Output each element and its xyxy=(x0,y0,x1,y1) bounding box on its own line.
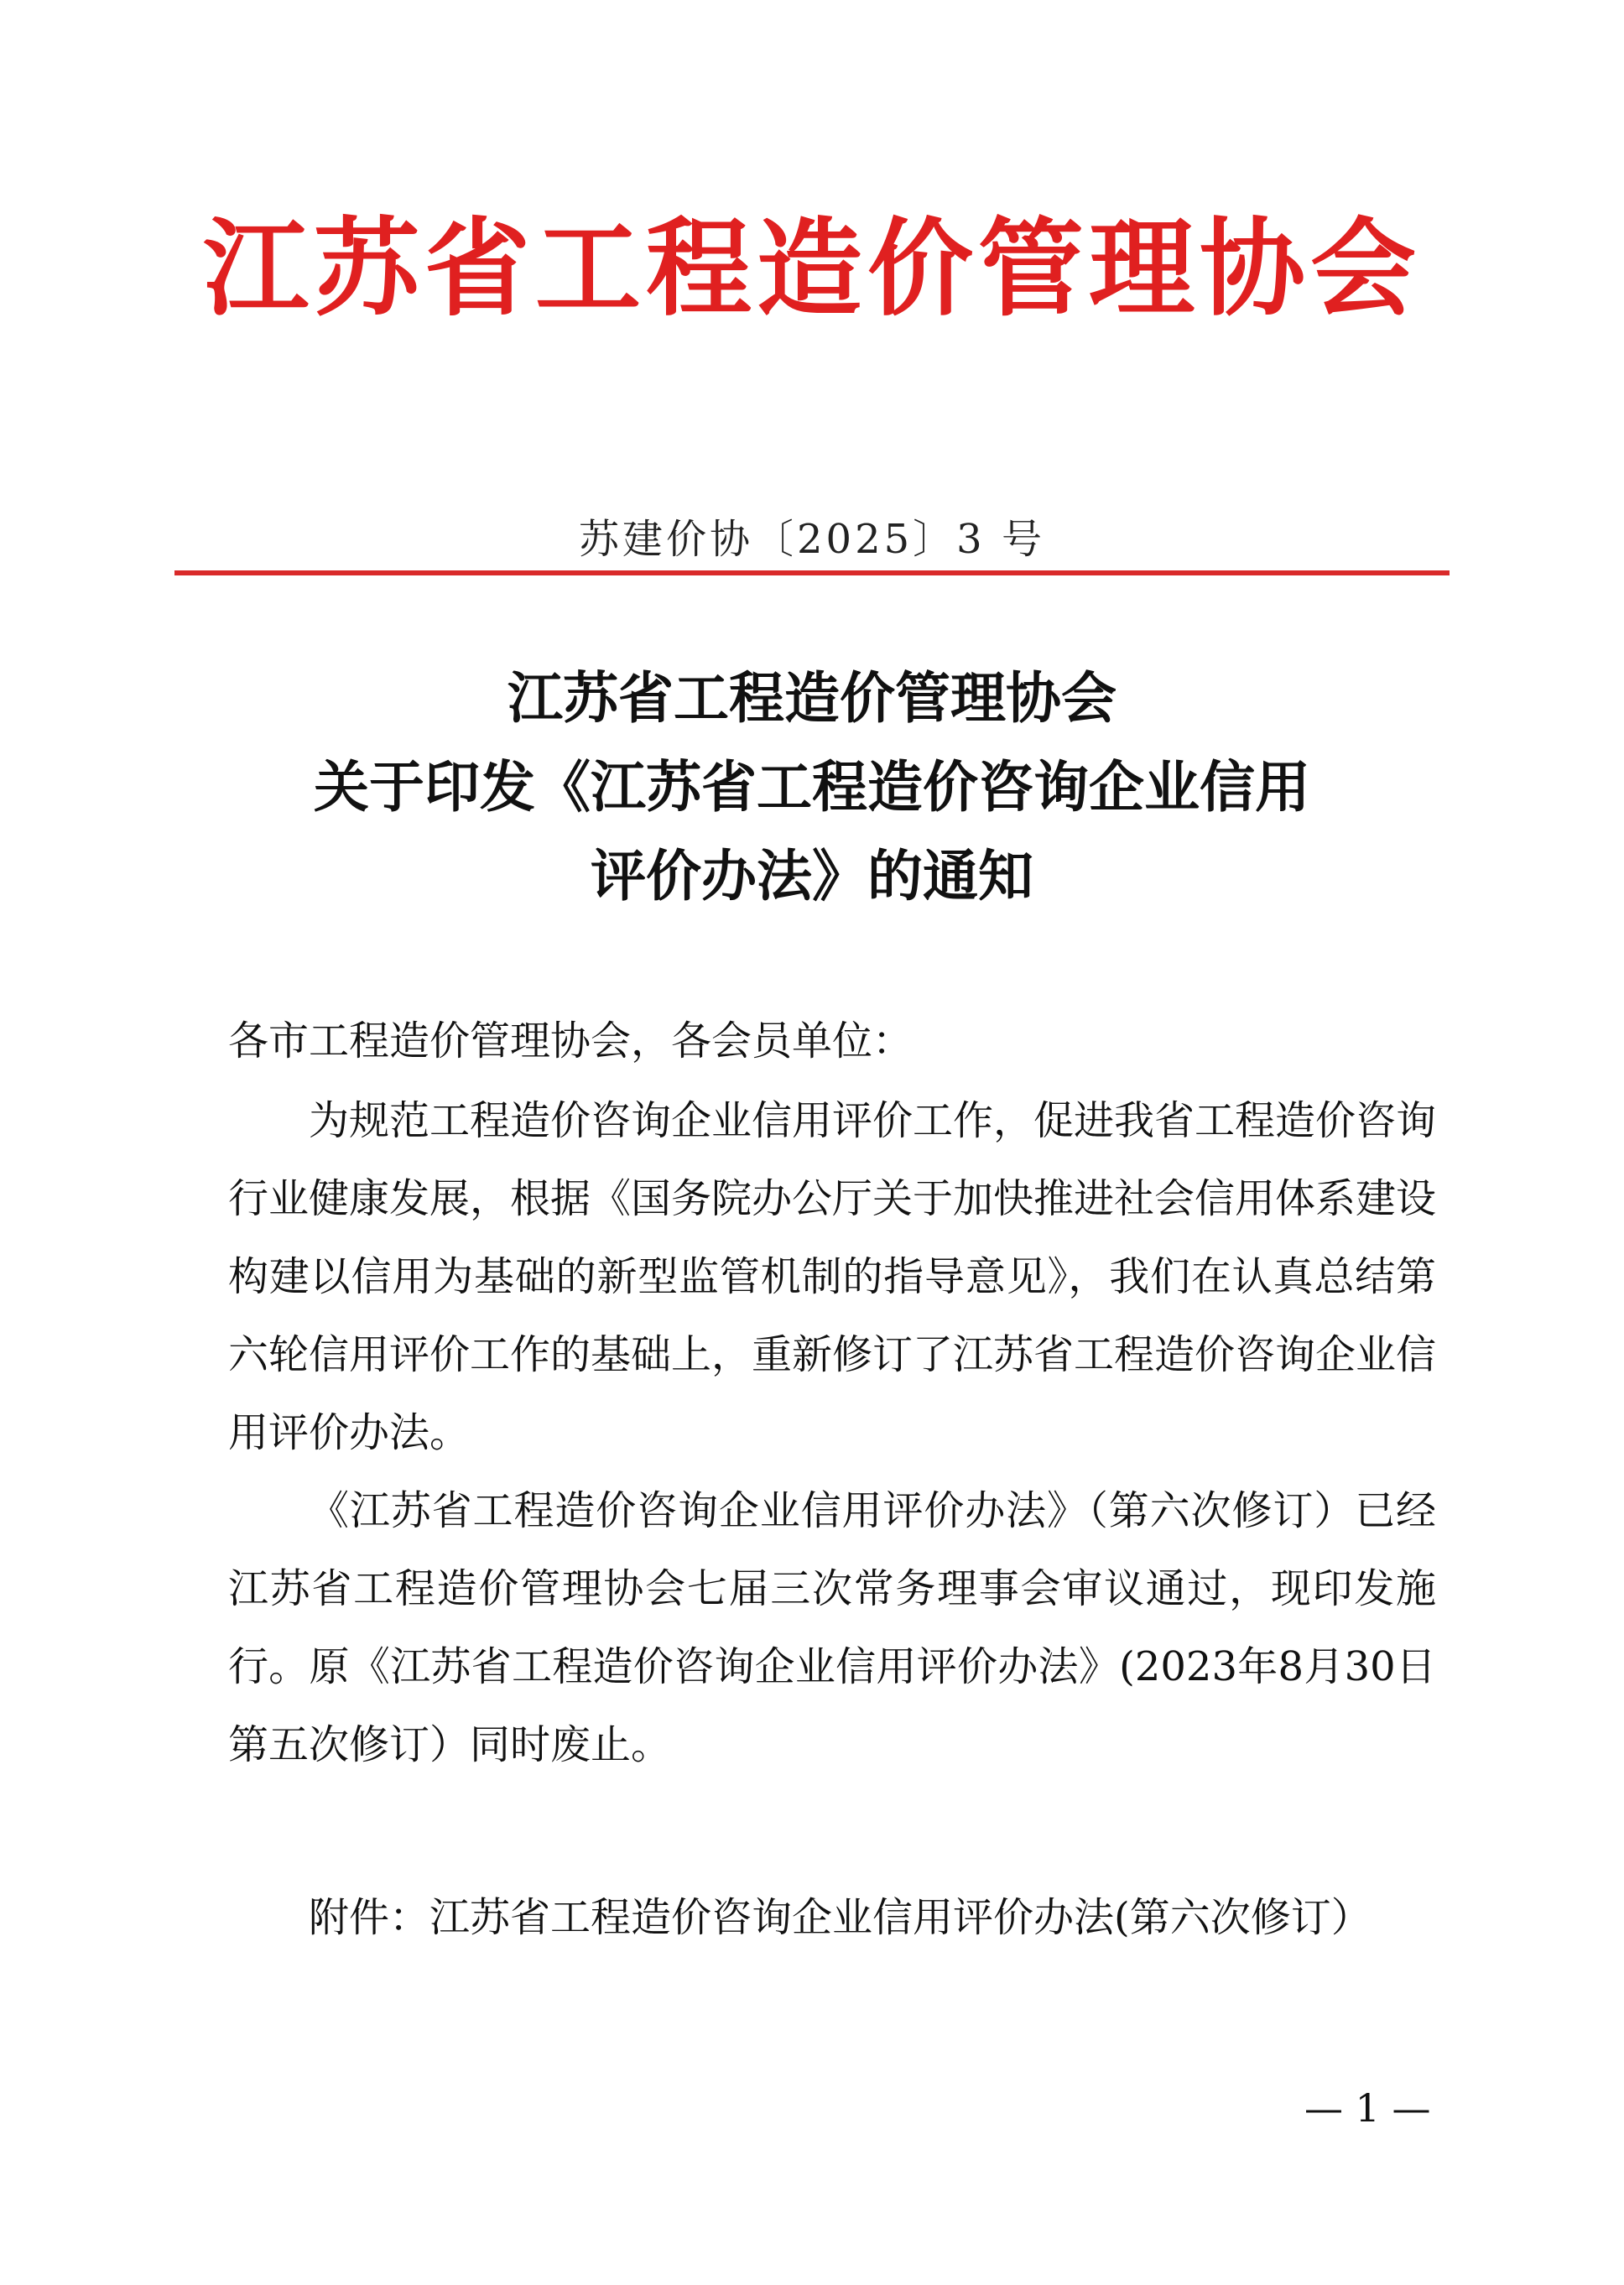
page-number: — 1 — xyxy=(1304,2085,1431,2131)
document-number: 苏建价协〔2025〕3 号 xyxy=(579,516,1045,563)
title-line-3: 评价办法》的通知 xyxy=(591,844,1033,908)
attachment-line: 附件：江苏省工程造价咨询企业信用评价办法(第六次修订） xyxy=(309,1894,1372,1941)
body-paragraph-1: 为规范工程造价咨询企业信用评价工作，促进我省工程造价咨询行业健康发展，根据《国务院办公厅关于加快推进社会信用体系建设构建以信用为基础的新型监管机制的指导意见》，我们在认真总结第六轮信用评价工作的基础上，重新修订了江苏省工程造价咨询企业信用评价办法。 xyxy=(228,1097,1437,1456)
title-line-1: 江苏省工程造价管理协会 xyxy=(508,666,1116,731)
salutation: 各市工程造价管理协会，各会员单位： xyxy=(228,1018,914,1064)
red-divider-line xyxy=(174,570,1450,575)
body-paragraph-2: 《江苏省工程造价咨询企业信用评价办法》（第六次修订）已经江苏省工程造价管理协会七届三次常务理事会审议通过，现印发施行。原《江苏省工程造价咨询企业信用评价办法》(2023年8月30日第五次修订）同时废止。 xyxy=(228,1487,1436,1768)
title-line-2: 关于印发《江苏省工程造价咨询企业信用 xyxy=(314,755,1310,820)
organization-header: 江苏省工程造价管理协会 xyxy=(203,207,1421,331)
notice-title xyxy=(168,654,1456,921)
